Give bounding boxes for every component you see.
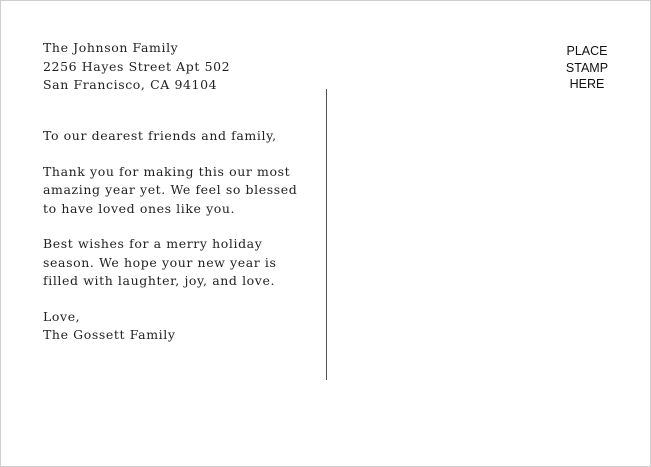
- return-address-street: 2256 Hayes Street Apt 502: [43, 58, 231, 74]
- message-line: Thank you for making this our most: [43, 163, 291, 179]
- stamp-label-line: PLACE: [566, 44, 608, 58]
- stamp-placeholder: [549, 43, 625, 93]
- message-body: [43, 127, 313, 362]
- message-greeting-paragraph: [43, 127, 313, 146]
- stamp-label-line: STAMP: [565, 60, 609, 75]
- stamp-label-line: HERE: [569, 77, 605, 91]
- message-paragraph-wishes: [43, 235, 313, 291]
- return-address: [43, 39, 230, 95]
- message-signoff: [43, 308, 313, 345]
- message-line: to have loved ones like you.: [43, 200, 236, 216]
- message-closing: Love,: [43, 308, 81, 324]
- center-divider: [326, 89, 327, 380]
- message-greeting: To our dearest friends and family,: [43, 128, 277, 143]
- message-signature: The Gossett Family: [43, 327, 176, 342]
- message-paragraph-thanks: [43, 163, 313, 219]
- message-line: Best wishes for a merry holiday: [43, 236, 263, 251]
- message-line: filled with laughter, joy, and love.: [43, 273, 276, 288]
- return-address-name: The Johnson Family: [43, 40, 179, 55]
- return-address-city: San Francisco, CA 94104: [43, 77, 218, 92]
- message-line: amazing year yet. We feel so blessed: [43, 182, 298, 197]
- message-line: season. We hope your new year is: [43, 254, 277, 270]
